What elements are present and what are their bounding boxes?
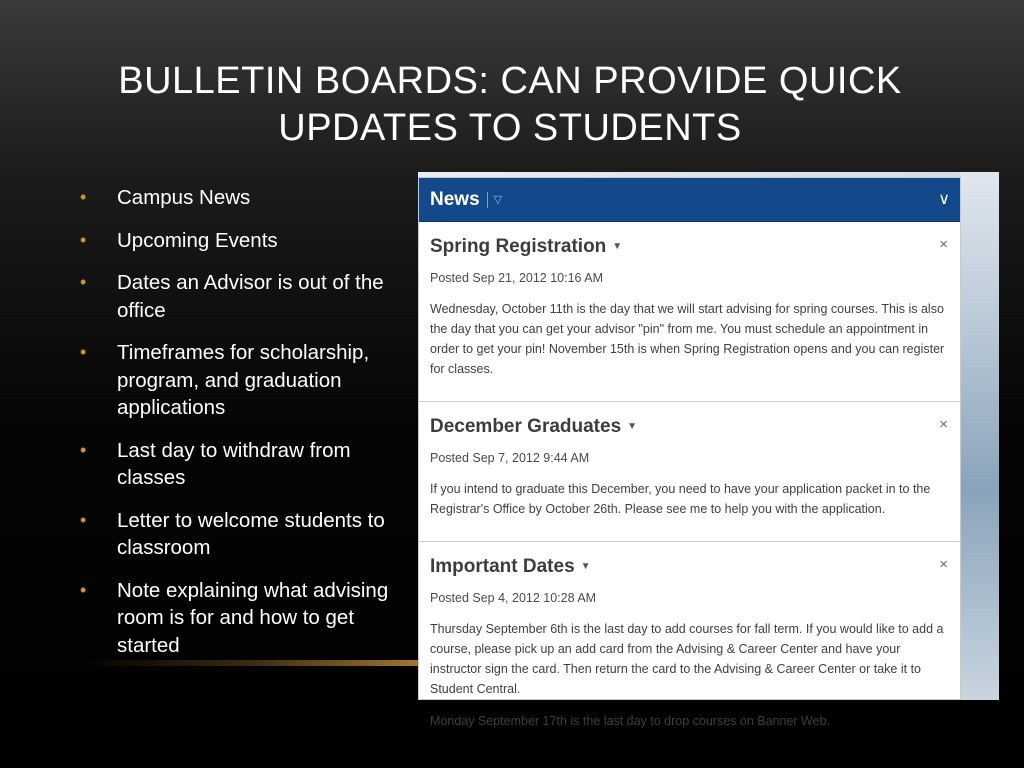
header-divider xyxy=(487,192,488,208)
bullet-item: • Timeframes for scholarship, program, and graduation applications xyxy=(80,339,415,422)
news-item xyxy=(419,542,960,753)
bullet-item: • Letter to welcome students to classroom xyxy=(80,507,415,562)
news-item-title-row[interactable] xyxy=(430,556,949,578)
bullet-item: • Note explaining what advising room is for and how to get started xyxy=(80,577,415,660)
bullet-item: • Last day to withdraw from classes xyxy=(80,437,415,492)
news-header-title: News xyxy=(430,188,480,210)
news-item-paragraph: If you intend to graduate this December, you need to have your application packet in to the Registrar's Office by October 26th. Please see me to help you with the application. xyxy=(430,482,931,516)
news-item-title[interactable]: Spring Registration xyxy=(430,236,607,257)
close-icon[interactable]: × xyxy=(939,236,948,253)
background-building-image xyxy=(959,172,999,700)
bullet-item: • Dates an Advisor is out of the office xyxy=(80,269,415,324)
news-screenshot xyxy=(418,172,999,728)
news-item-body xyxy=(430,299,949,379)
decorative-glow-line xyxy=(80,660,420,666)
news-item-paragraph: Thursday September 6th is the last day to add courses for fall term. If you would like to add a course, please pick up an add card from the Advising & Career Center and have your instructor sign the card. Then return the card to the Advising & Career Center or take it to Student Central. xyxy=(430,622,944,696)
news-panel xyxy=(418,177,961,728)
news-item xyxy=(419,222,960,402)
news-item-posted: Posted Sep 21, 2012 10:16 AM xyxy=(430,271,604,285)
item-menu-icon[interactable]: ▼ xyxy=(627,421,638,433)
slide-title: BULLETIN BOARDS: CAN PROVIDE QUICK UPDATES TO STUDENTS xyxy=(118,60,902,149)
bullet-item: • Campus News xyxy=(80,184,415,212)
news-item-posted: Posted Sep 7, 2012 9:44 AM xyxy=(430,451,590,465)
chevron-down-icon[interactable]: ∨ xyxy=(938,191,950,208)
news-item-title-row[interactable] xyxy=(430,416,949,438)
item-menu-icon[interactable]: ▼ xyxy=(580,561,591,573)
close-icon[interactable]: × xyxy=(939,556,948,573)
news-item xyxy=(419,402,960,542)
news-item-paragraph: Monday September 17th is the last day to drop courses on Banner Web. xyxy=(430,714,830,728)
close-icon[interactable]: × xyxy=(939,416,948,433)
bullet-list xyxy=(80,184,415,674)
news-item-title[interactable]: December Graduates xyxy=(430,416,622,437)
news-header xyxy=(419,178,960,222)
news-item-body xyxy=(430,479,949,519)
item-menu-icon[interactable]: ▼ xyxy=(612,241,623,253)
news-item-title[interactable]: Important Dates xyxy=(430,556,575,577)
header-menu-icon[interactable]: ▽ xyxy=(493,194,503,206)
news-item-posted: Posted Sep 4, 2012 10:28 AM xyxy=(430,591,597,605)
news-item-title-row[interactable] xyxy=(430,236,949,258)
news-item-paragraph: Wednesday, October 11th is the day that we will start advising for spring courses. This is also the day that you can get your advisor "pin" from me. You must schedule an appointment in order to get your pin! November 15th is when Spring Registration opens and you can register for classes. xyxy=(430,302,945,376)
news-item-body xyxy=(430,619,949,731)
bullet-item: • Upcoming Events xyxy=(80,227,415,255)
